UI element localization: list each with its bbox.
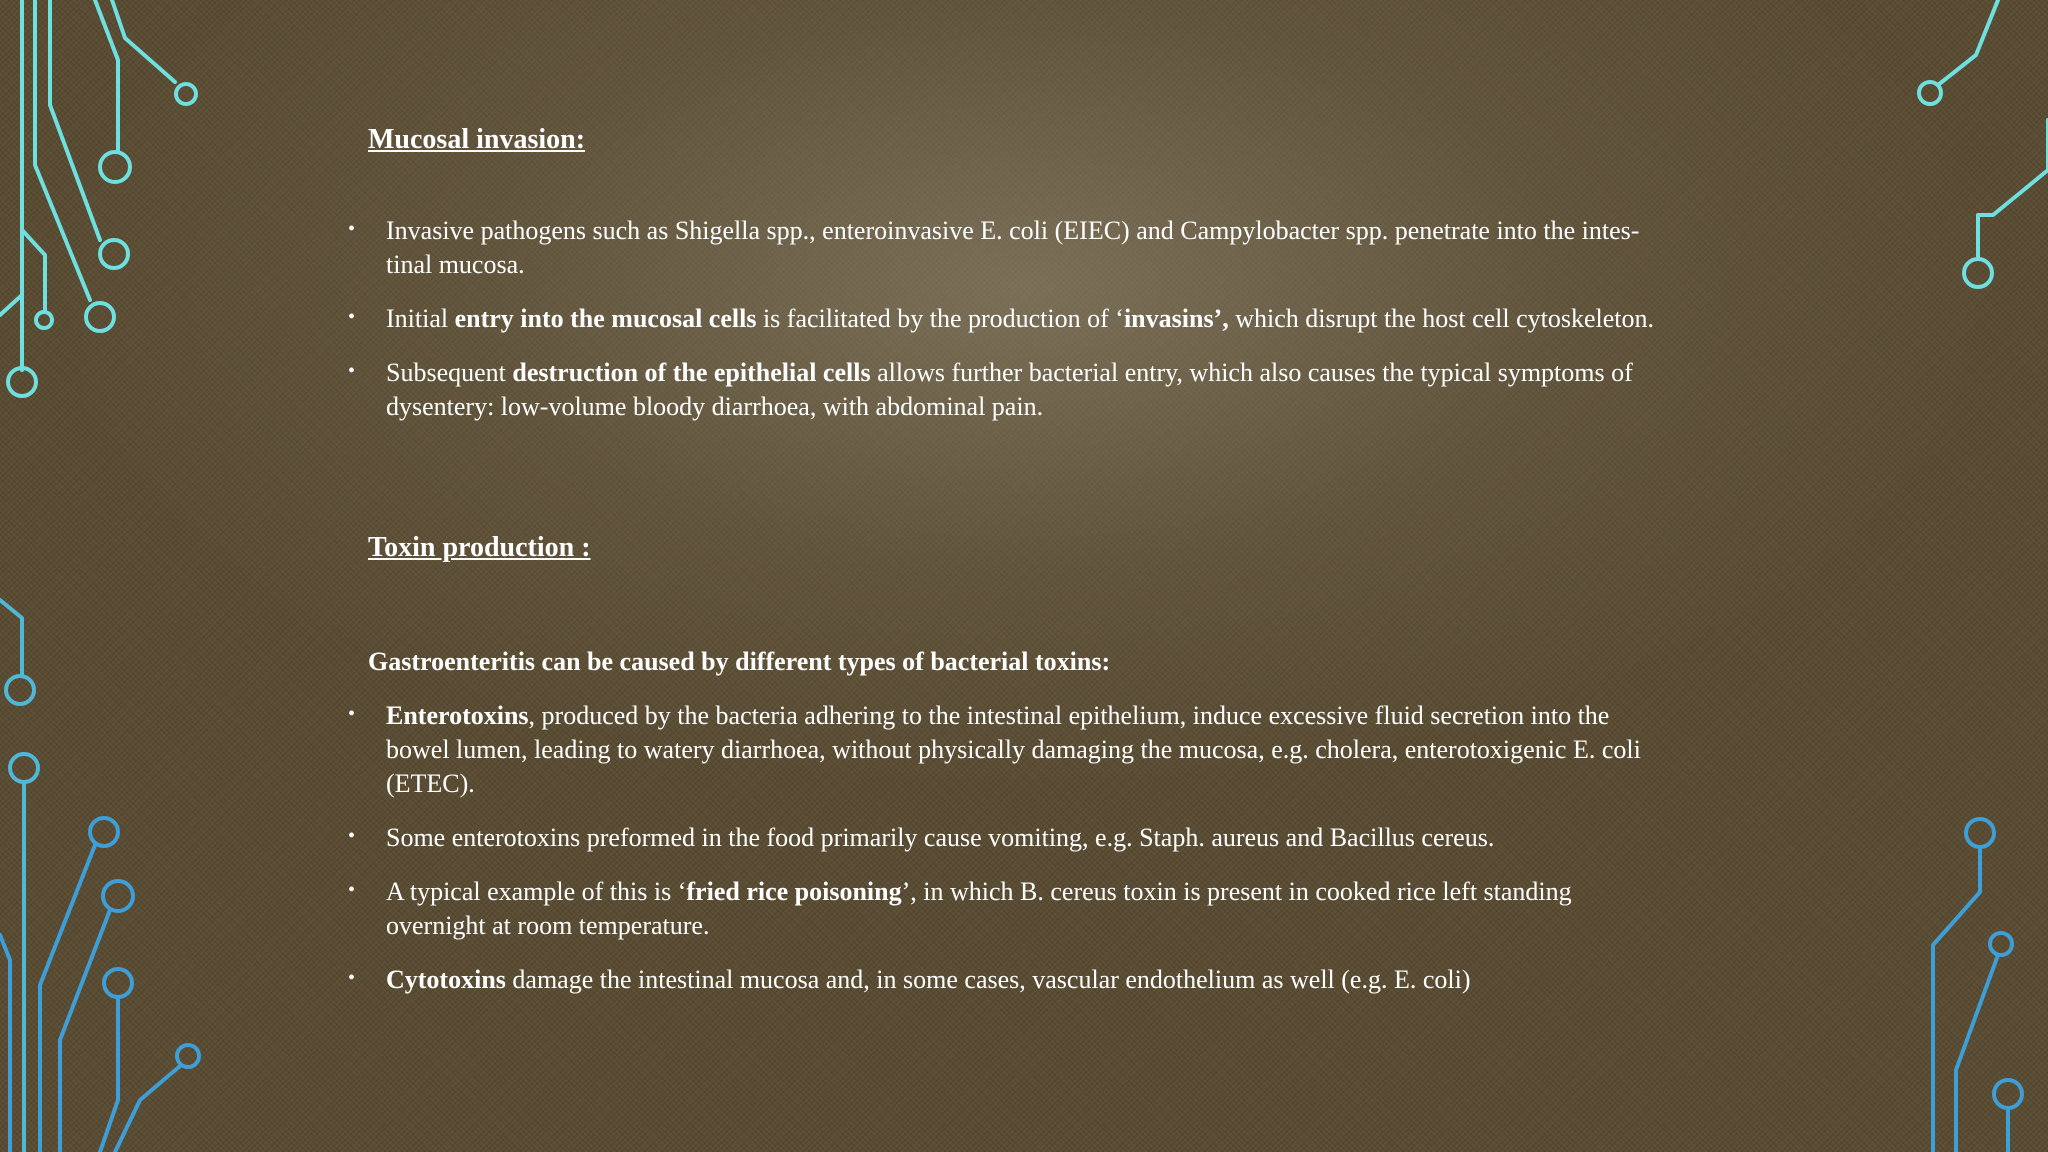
section-heading-toxin-production: Toxin production :: [368, 532, 591, 563]
list-item: • A typical example of this is ‘fried rice poisoning’, in which B. cereus toxin is present in cooked rice left standing overnight at room temperature.: [348, 877, 1572, 940]
circuit-decoration-left-icon: [0, 0, 220, 1152]
mucosal-invasion-bullet-list: [346, 214, 1666, 424]
toxin-production-bullet-list: [346, 699, 1666, 997]
circuit-decoration-right-icon: [1898, 0, 2048, 1152]
toxin-types-lead-text: Gastroenteritis can be caused by different types of bacterial toxins:: [368, 647, 1111, 676]
list-item: • Initial entry into the mucosal cells is facilitated by the production of ‘invasins’, which disrupt the host cell cytoskeleton.: [348, 304, 1655, 333]
section-heading-mucosal-invasion: Mucosal invasion:: [368, 124, 586, 155]
list-item: • Cytotoxins damage the intestinal mucosa and, in some cases, vascular endothelium as well (e.g. E. coli): [348, 965, 1471, 994]
list-item: • Invasive pathogens such as Shigella spp., enteroinvasive E. coli (EIEC) and Campylobacter spp. penetrate into the intes- tinal mucosa.: [348, 216, 1640, 279]
list-item: • Subsequent destruction of the epithelial cells allows further bacterial entry, which also causes the typical symptoms of dysentery: low-volume bloody diarrhoea, with abdominal pain.: [348, 358, 1633, 421]
list-item: • Some enterotoxins preformed in the food primarily cause vomiting, e.g. Staph. aureus and Bacillus cereus.: [348, 823, 1495, 852]
list-item: • Enterotoxins, produced by the bacteria adhering to the intestinal epithelium, induce excessive fluid secretion into the bowel lumen, leading to watery diarrhoea, without physically damaging the mucosa, e.g. cholera, enterotoxigenic E. coli (ETEC).: [348, 701, 1641, 798]
